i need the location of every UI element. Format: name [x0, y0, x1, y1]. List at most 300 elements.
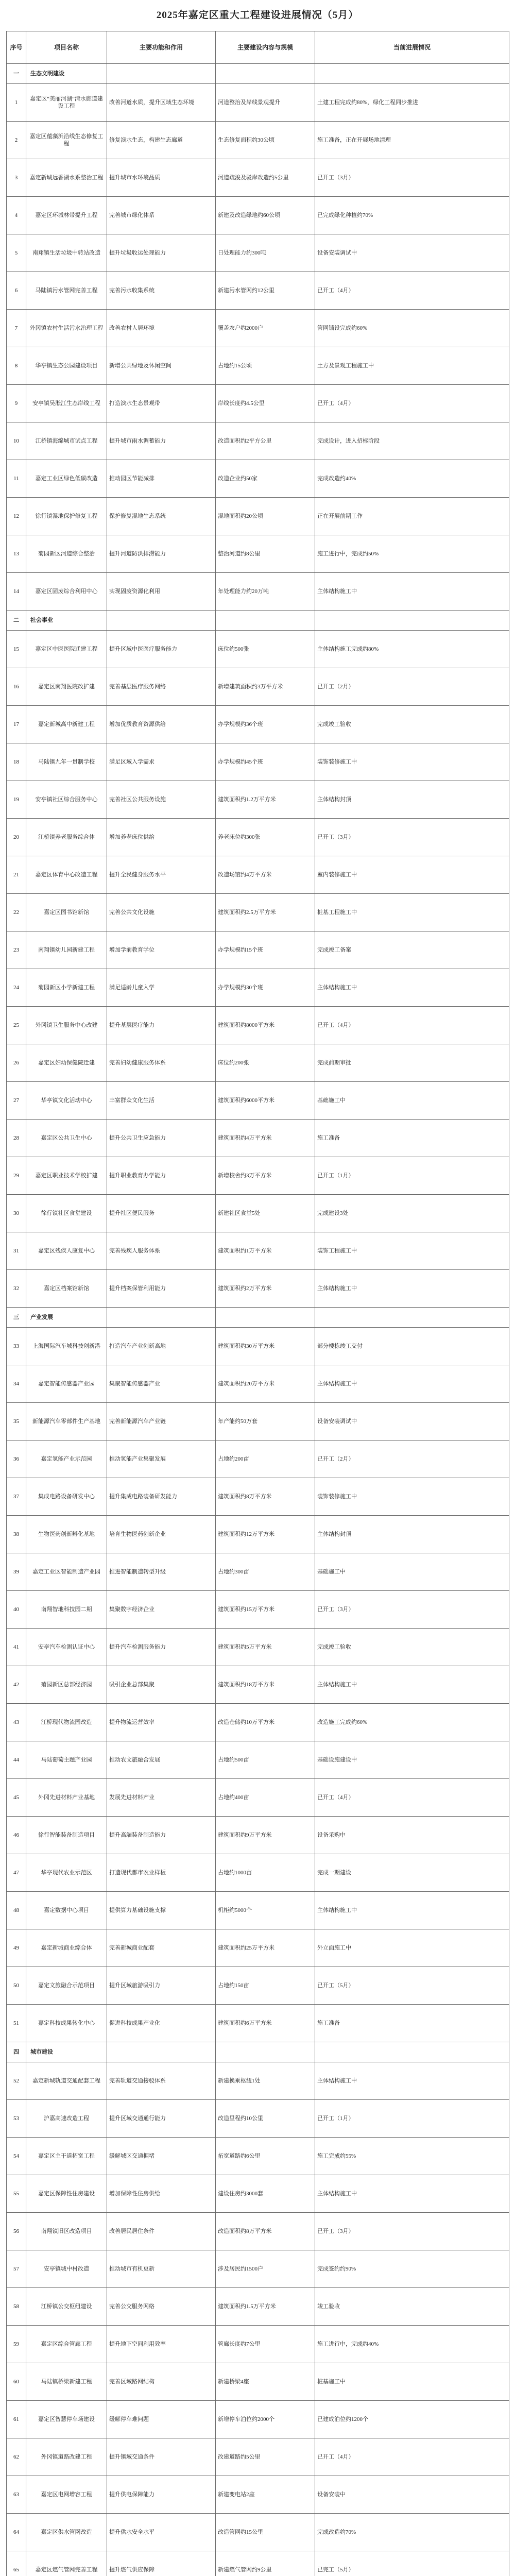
project-scale: 年产能约50万套 [216, 1403, 315, 1440]
header-content: 主要功能和作用 [107, 31, 216, 64]
project-name: 嘉定区综合管廊工程 [26, 2326, 107, 2363]
project-scale: 新增校舍约3万平方米 [216, 1157, 315, 1195]
project-name: 生态文明建设 [26, 64, 107, 84]
section-row [7, 2042, 509, 2062]
project-function: 提升公共卫生应急能力 [107, 1120, 216, 1157]
table-row [7, 2438, 509, 2476]
table-row [7, 1403, 509, 1440]
table-row [7, 1591, 509, 1629]
project-progress: 室内装修施工中 [315, 856, 509, 894]
project-function: 吸引企业总部集聚 [107, 1666, 216, 1704]
table-row [7, 631, 509, 668]
table-row [7, 1440, 509, 1478]
table-row [7, 2175, 509, 2213]
header-scale: 主要建设内容与规模 [216, 31, 315, 64]
table-row [7, 969, 509, 1007]
table-row [7, 347, 509, 385]
project-function: 打造现代都市农业样板 [107, 1854, 216, 1892]
project-name: 嘉定文旅融合示范项目 [26, 1967, 107, 2005]
row-number: 1 [7, 84, 26, 122]
project-name: 徐行智能装备制造项目 [26, 1817, 107, 1854]
table-row [7, 894, 509, 931]
project-scale: 新建及改造绿地约60公顷 [216, 197, 315, 234]
table-row [7, 2138, 509, 2175]
project-name: 嘉定区智慧停车场建设 [26, 2401, 107, 2438]
row-number: 11 [7, 460, 26, 498]
project-function: 提升职业教育办学能力 [107, 1157, 216, 1195]
project-function: 完善公交服务网络 [107, 2288, 216, 2326]
project-progress: 施工进行中，完成约50% [315, 535, 509, 573]
project-scale: 建筑面积约1万平方米 [216, 1232, 315, 1270]
project-function: 缓解停车难问题 [107, 2401, 216, 2438]
table-row [7, 856, 509, 894]
table-row [7, 1666, 509, 1704]
project-function: 打造汽车产业创新高地 [107, 1328, 216, 1365]
project-progress: 已开工（4月） [315, 1007, 509, 1044]
row-number: 42 [7, 1666, 26, 1704]
header-progress: 当前进展情况 [315, 31, 509, 64]
table-row [7, 1007, 509, 1044]
project-name: 嘉定区档案馆新馆 [26, 1270, 107, 1308]
project-progress: 施工完成约55% [315, 2138, 509, 2175]
row-number: 22 [7, 894, 26, 931]
row-number: 38 [7, 1516, 26, 1553]
project-name: 产业发展 [26, 1308, 107, 1328]
row-number: 31 [7, 1232, 26, 1270]
row-number: 三 [7, 1308, 26, 1328]
project-function: 提升地下空间利用效率 [107, 2326, 216, 2363]
table-row [7, 2005, 509, 2042]
row-number: 63 [7, 2476, 26, 2514]
table-row [7, 2100, 509, 2138]
project-scale: 建筑面积约1.2万平方米 [216, 781, 315, 819]
project-progress: 完成前期审批 [315, 1044, 509, 1082]
row-number: 44 [7, 1741, 26, 1779]
project-scale: 整治河道约8公里 [216, 535, 315, 573]
table-row [7, 1704, 509, 1741]
row-number: 19 [7, 781, 26, 819]
table-row [7, 2213, 509, 2250]
project-scale [216, 611, 315, 631]
project-scale: 占地约300亩 [216, 1553, 315, 1591]
project-scale: 床位约500张 [216, 631, 315, 668]
project-progress: 装饰工程施工中 [315, 1232, 509, 1270]
project-progress: 主体结构施工中 [315, 1892, 509, 1929]
project-function: 提升垃圾收运处理能力 [107, 234, 216, 272]
project-scale: 建筑面积约30万平方米 [216, 1328, 315, 1365]
header-name: 项目名称 [26, 31, 107, 64]
project-function: 满足区域入学需求 [107, 743, 216, 781]
project-name: 嘉定科技成果转化中心 [26, 2005, 107, 2042]
project-scale: 办学规模约15个班 [216, 931, 315, 969]
project-function: 提升城市水环境品质 [107, 159, 216, 197]
project-progress: 主体结构施工中 [315, 1270, 509, 1308]
row-number: 23 [7, 931, 26, 969]
project-progress: 已开工（1月） [315, 2100, 509, 2138]
row-number: 6 [7, 272, 26, 310]
project-function [107, 1308, 216, 1328]
row-number: 32 [7, 1270, 26, 1308]
row-number: 15 [7, 631, 26, 668]
project-progress: 土方及景观工程施工中 [315, 347, 509, 385]
table-row [7, 2288, 509, 2326]
project-function: 提升城市雨水调蓄能力 [107, 422, 216, 460]
table-row [7, 2401, 509, 2438]
project-name: 嘉定区保障性住房建设 [26, 2175, 107, 2213]
table-row [7, 1365, 509, 1403]
project-function: 完善基层医疗服务网络 [107, 668, 216, 706]
project-progress: 土建工程完成约80%，绿化工程同步推进 [315, 84, 509, 122]
project-scale: 日处理能力约300吨 [216, 234, 315, 272]
project-name: 嘉定工业区绿色低碳改造 [26, 460, 107, 498]
project-progress: 外立面施工中 [315, 1929, 509, 1967]
project-scale: 建设住房约3000套 [216, 2175, 315, 2213]
project-progress: 施工准备 [315, 2005, 509, 2042]
project-scale: 新建燃气管网约9公里 [216, 2551, 315, 2576]
project-scale: 新建污水管网约12公里 [216, 272, 315, 310]
project-function: 增加保障性住房供给 [107, 2175, 216, 2213]
project-function: 推进智能制造转型升级 [107, 1553, 216, 1591]
page-title: 2025年嘉定区重大工程建设进展情况（5月） [156, 10, 359, 21]
project-scale: 新增停车泊位约2000个 [216, 2401, 315, 2438]
project-function: 提供算力基础设施支撑 [107, 1892, 216, 1929]
project-scale: 新建变电站2座 [216, 2476, 315, 2514]
project-name: 菊园新区河道综合整治 [26, 535, 107, 573]
project-progress: 主体结构施工完成约80% [315, 631, 509, 668]
table-row [7, 2326, 509, 2363]
project-name: 嘉定区妇幼保健院迁建 [26, 1044, 107, 1082]
project-progress: 装饰装修施工中 [315, 743, 509, 781]
project-progress: 已建成泊位约1200个 [315, 2401, 509, 2438]
row-number: 30 [7, 1195, 26, 1232]
row-number: 8 [7, 347, 26, 385]
project-function: 完善新城商业配套 [107, 1929, 216, 1967]
project-progress: 竣工验收 [315, 2288, 509, 2326]
project-scale: 办学规模约36个班 [216, 706, 315, 743]
row-number: 25 [7, 1007, 26, 1044]
project-progress [315, 2042, 509, 2062]
project-scale: 占地约150亩 [216, 1967, 315, 2005]
project-scale: 占地约400亩 [216, 1779, 315, 1817]
project-function: 提升物流运营效率 [107, 1704, 216, 1741]
project-progress: 已开工（1月） [315, 1157, 509, 1195]
project-progress: 基础设施建设中 [315, 1741, 509, 1779]
project-progress [315, 64, 509, 84]
project-progress [315, 1308, 509, 1328]
project-progress: 主体结构施工中 [315, 2175, 509, 2213]
project-progress: 已开工（4月） [315, 2438, 509, 2476]
table-row [7, 1232, 509, 1270]
table-row [7, 781, 509, 819]
project-function: 推动氢能产业集聚发展 [107, 1440, 216, 1478]
project-name: 嘉定新城商业综合体 [26, 1929, 107, 1967]
row-number: 40 [7, 1591, 26, 1629]
table-row [7, 1779, 509, 1817]
project-name: 生物医药创新孵化基地 [26, 1516, 107, 1553]
project-name: 嘉定新城高中新建工程 [26, 706, 107, 743]
project-scale: 岸线长度约4.5公里 [216, 385, 315, 422]
project-name: 安亭镇吴淞江生态岸线工程 [26, 385, 107, 422]
project-progress: 已开工（2月） [315, 668, 509, 706]
row-number: 34 [7, 1365, 26, 1403]
project-scale: 占地约15公顷 [216, 347, 315, 385]
project-scale: 办学规模约45个班 [216, 743, 315, 781]
row-number: 12 [7, 498, 26, 535]
project-scale: 建筑面积约5万平方米 [216, 1629, 315, 1666]
project-progress [315, 611, 509, 631]
project-name: 嘉定区体育中心改造工程 [26, 856, 107, 894]
table-row [7, 819, 509, 856]
table-row [7, 1629, 509, 1666]
project-name: 江桥镇公交枢纽建设 [26, 2288, 107, 2326]
project-function: 提升全民健身服务水平 [107, 856, 216, 894]
project-name: 安亭汽车检测认证中心 [26, 1629, 107, 1666]
project-progress: 已开工（3月） [315, 819, 509, 856]
row-number: 43 [7, 1704, 26, 1741]
project-name: 嘉定数据中心项目 [26, 1892, 107, 1929]
table-row [7, 573, 509, 611]
project-progress: 已开工（3月） [315, 159, 509, 197]
project-name: 南翔镇生活垃圾中转站改造 [26, 234, 107, 272]
row-number: 47 [7, 1854, 26, 1892]
project-progress: 施工进行中，完成约40% [315, 2326, 509, 2363]
table-row [7, 498, 509, 535]
table-row [7, 1328, 509, 1365]
row-number: 57 [7, 2250, 26, 2288]
project-name: 马陆镇九年一贯制学校 [26, 743, 107, 781]
table-row [7, 1195, 509, 1232]
project-function [107, 2042, 216, 2062]
project-scale: 建筑面积约25万平方米 [216, 1929, 315, 1967]
row-number: 4 [7, 197, 26, 234]
row-number: 18 [7, 743, 26, 781]
project-scale: 改造里程约10公里 [216, 2100, 315, 2138]
table-row [7, 310, 509, 347]
row-number: 62 [7, 2438, 26, 2476]
row-number: 16 [7, 668, 26, 706]
project-name: 江桥现代物流园改造 [26, 1704, 107, 1741]
row-number: 28 [7, 1120, 26, 1157]
project-scale: 改造管网约15公里 [216, 2514, 315, 2551]
project-scale: 建筑面积约20万平方米 [216, 1365, 315, 1403]
project-function: 完善轨道交通接驳体系 [107, 2062, 216, 2100]
project-function: 促进科技成果产业化 [107, 2005, 216, 2042]
project-scale: 涉及居民约1500户 [216, 2250, 315, 2288]
table-row [7, 535, 509, 573]
project-scale: 建筑面积约12万平方米 [216, 1516, 315, 1553]
project-name: 外冈镇卫生服务中心改建 [26, 1007, 107, 1044]
table-row [7, 2363, 509, 2401]
project-function: 缓解城区交通拥堵 [107, 2138, 216, 2175]
project-name: 嘉定区主干道拓宽工程 [26, 2138, 107, 2175]
row-number: 17 [7, 706, 26, 743]
project-scale: 生态修复面积约30公顷 [216, 122, 315, 159]
project-scale: 建筑面积约1.5万平方米 [216, 2288, 315, 2326]
project-scale: 新建桥梁4座 [216, 2363, 315, 2401]
table-row [7, 1929, 509, 1967]
table-row [7, 1854, 509, 1892]
table-row [7, 122, 509, 159]
project-scale: 建筑面积约8万平方米 [216, 1478, 315, 1516]
project-function: 提升汽车检测服务能力 [107, 1629, 216, 1666]
project-scale: 新增建筑面积约3万平方米 [216, 668, 315, 706]
project-function: 完善公共文化设施 [107, 894, 216, 931]
project-scale: 改造场馆约4万平方米 [216, 856, 315, 894]
project-progress: 完成竣工备案 [315, 931, 509, 969]
project-scale: 占地约1000亩 [216, 1854, 315, 1892]
project-name: 集成电路设备研发中心 [26, 1478, 107, 1516]
row-number: 39 [7, 1553, 26, 1591]
project-scale: 建筑面积约9万平方米 [216, 1817, 315, 1854]
project-function: 完善妇幼健康服务体系 [107, 1044, 216, 1082]
project-name: 嘉定区燃气管网完善工程 [26, 2551, 107, 2576]
row-number: 60 [7, 2363, 26, 2401]
project-progress: 完成竣工验收 [315, 1629, 509, 1666]
project-function: 提升区域交通通行能力 [107, 2100, 216, 2138]
header-no: 序号 [7, 31, 26, 64]
row-number: 13 [7, 535, 26, 573]
project-function: 提升社区便民服务 [107, 1195, 216, 1232]
row-number: 36 [7, 1440, 26, 1478]
table-row [7, 1044, 509, 1082]
table-row [7, 1120, 509, 1157]
project-name: 嘉定区“美丽河湖”清水廊道建设工程 [26, 84, 107, 122]
project-progress: 装饰装修施工中 [315, 1478, 509, 1516]
project-function: 改善农村人居环境 [107, 310, 216, 347]
project-function: 提升燃气供应保障 [107, 2551, 216, 2576]
project-progress: 设备安装中 [315, 2476, 509, 2514]
row-number: 20 [7, 819, 26, 856]
table-row [7, 272, 509, 310]
project-scale: 改建道路约5公里 [216, 2438, 315, 2476]
project-name: 嘉定新城轨道交通配套工程 [26, 2062, 107, 2100]
project-function [107, 64, 216, 84]
project-progress: 已开工（3月） [315, 1591, 509, 1629]
project-scale: 改造面积约8万平方米 [216, 2213, 315, 2250]
project-name: 城市建设 [26, 2042, 107, 2062]
project-name: 嘉定区图书馆新馆 [26, 894, 107, 931]
project-name: 嘉定区南翔医院改扩建 [26, 668, 107, 706]
project-function: 增加学前教育学位 [107, 931, 216, 969]
row-number: 35 [7, 1403, 26, 1440]
project-function: 推动园区节能减排 [107, 460, 216, 498]
project-function: 提升档案保管利用能力 [107, 1270, 216, 1308]
project-function: 完善区域路网结构 [107, 2363, 216, 2401]
project-function: 集聚智能传感器产业 [107, 1365, 216, 1403]
project-function: 满足适龄儿童入学 [107, 969, 216, 1007]
project-scale: 管廊长度约7公里 [216, 2326, 315, 2363]
project-progress: 主体结构施工中 [315, 969, 509, 1007]
project-progress: 基础施工中 [315, 1082, 509, 1120]
project-name: 外冈先进材料产业基地 [26, 1779, 107, 1817]
project-scale: 建筑面积约2.5万平方米 [216, 894, 315, 931]
project-scale [216, 64, 315, 84]
table-row [7, 1892, 509, 1929]
table-row [7, 668, 509, 706]
project-scale: 建筑面积约15万平方米 [216, 1591, 315, 1629]
project-scale: 建筑面积约6万平方米 [216, 2005, 315, 2042]
row-number: 2 [7, 122, 26, 159]
project-function: 增加优质教育资源供给 [107, 706, 216, 743]
project-progress: 施工准备，正在开展场地清理 [315, 122, 509, 159]
table-row [7, 706, 509, 743]
row-number: 四 [7, 2042, 26, 2062]
row-number: 7 [7, 310, 26, 347]
project-progress: 基础施工中 [315, 1553, 509, 1591]
project-scale: 建筑面积约6000平方米 [216, 1082, 315, 1120]
row-number: 9 [7, 385, 26, 422]
table-header-row [7, 31, 509, 64]
project-progress: 主体结构封顶 [315, 781, 509, 819]
project-name: 马陆镇污水管网完善工程 [26, 272, 107, 310]
project-name: 江桥镇海绵城市试点工程 [26, 422, 107, 460]
table-row [7, 1817, 509, 1854]
project-progress: 已开工（4月） [315, 1779, 509, 1817]
project-function: 改善河道水质，提升区域生态环境 [107, 84, 216, 122]
project-scale: 办学规模约30个班 [216, 969, 315, 1007]
project-progress: 完成改造约40% [315, 460, 509, 498]
project-name: 安亭镇城中村改造 [26, 2250, 107, 2288]
project-progress: 设备安装调试中 [315, 234, 509, 272]
row-number: 27 [7, 1082, 26, 1120]
table-row [7, 1082, 509, 1120]
row-number: 37 [7, 1478, 26, 1516]
project-scale [216, 2042, 315, 2062]
project-progress: 完成一期建设 [315, 1854, 509, 1892]
project-name: 南翔镇幼儿园新建工程 [26, 931, 107, 969]
project-function: 提升区域旅游吸引力 [107, 1967, 216, 2005]
project-progress: 已开工（3月） [315, 2213, 509, 2250]
project-function: 丰富群众文化生活 [107, 1082, 216, 1120]
row-number: 51 [7, 2005, 26, 2042]
project-function: 完善社区公共服务设施 [107, 781, 216, 819]
project-scale: 建筑面积约18万平方米 [216, 1666, 315, 1704]
project-name: 嘉定氢能产业示范园 [26, 1440, 107, 1478]
project-name: 上海国际汽车城科技创新港 [26, 1328, 107, 1365]
row-number: 29 [7, 1157, 26, 1195]
section-row [7, 611, 509, 631]
table-row [7, 1967, 509, 2005]
project-name: 马陆镇桥梁新建工程 [26, 2363, 107, 2401]
project-scale: 河道整治及岸线景观提升 [216, 84, 315, 122]
table-row [7, 1478, 509, 1516]
project-function: 新增公共绿地及休闲空间 [107, 347, 216, 385]
row-number: 45 [7, 1779, 26, 1817]
table-row [7, 2551, 509, 2576]
table-row [7, 385, 509, 422]
project-function: 修复滨水生态，构建生态廊道 [107, 122, 216, 159]
table-row [7, 1157, 509, 1195]
project-name: 嘉定区职业技术学校扩建 [26, 1157, 107, 1195]
table-row [7, 1270, 509, 1308]
project-name: 嘉定区供水管网改造 [26, 2514, 107, 2551]
project-scale: 改造仓储约10万平方米 [216, 1704, 315, 1741]
project-scale: 占地约500亩 [216, 1741, 315, 1779]
table-row [7, 1741, 509, 1779]
row-number: 21 [7, 856, 26, 894]
project-function: 打造滨水生态景观带 [107, 385, 216, 422]
project-progress: 已完成绿化种植约70% [315, 197, 509, 234]
project-name: 外冈镇道路改建工程 [26, 2438, 107, 2476]
row-number: 65 [7, 2551, 26, 2576]
row-number: 61 [7, 2401, 26, 2438]
row-number: 53 [7, 2100, 26, 2138]
table-row [7, 422, 509, 460]
project-function: 提升高端装备制造能力 [107, 1817, 216, 1854]
project-function: 提升河道防洪排涝能力 [107, 535, 216, 573]
project-function: 推动农文旅融合发展 [107, 1741, 216, 1779]
project-scale: 新建换乘枢纽1处 [216, 2062, 315, 2100]
